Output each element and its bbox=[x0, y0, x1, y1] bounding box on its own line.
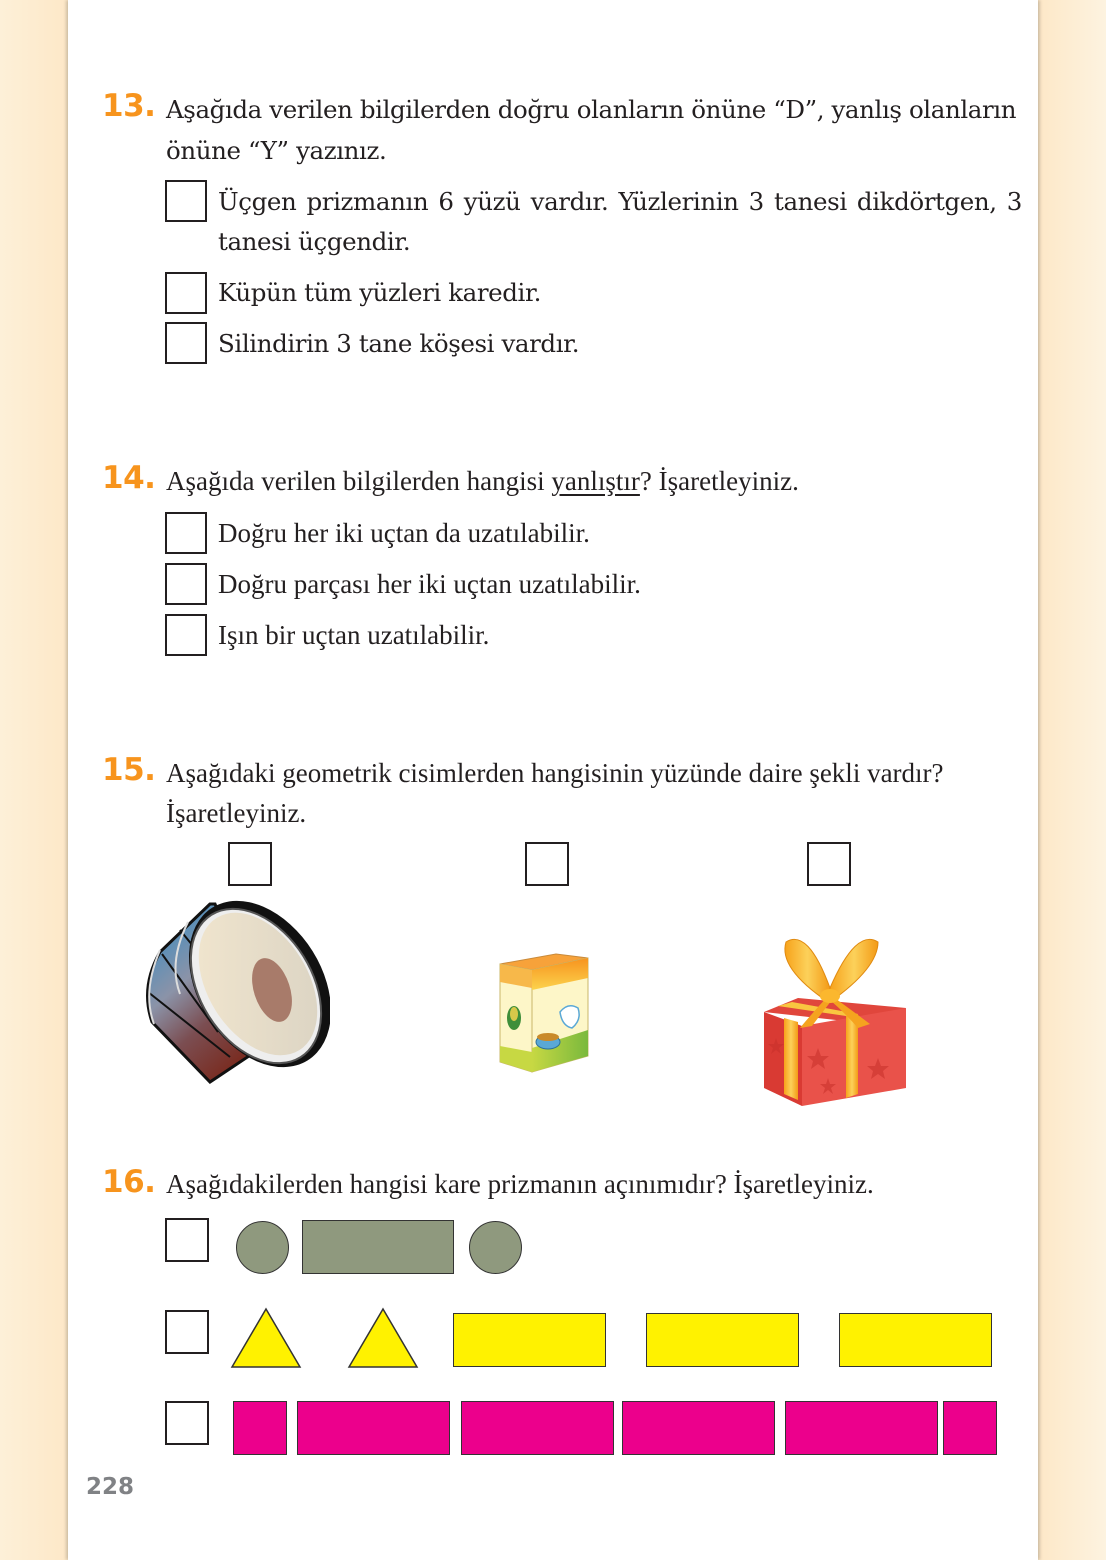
q14-option-1: Doğru her iki uçtan da uzatılabilir. bbox=[218, 518, 590, 548]
question-14-prompt bbox=[166, 461, 799, 501]
q14-answer-box-1[interactable] bbox=[165, 512, 207, 554]
net-rectangle bbox=[302, 1220, 454, 1274]
net-circle-right bbox=[469, 1221, 522, 1274]
net-triangle-2 bbox=[347, 1307, 419, 1369]
page-number: 228 bbox=[86, 1474, 135, 1500]
q13-option-1-line1: Üçgen prizmanın 6 yüzü vardır. Yüzlerinin 3 tanesi dikdörtgen, 3 bbox=[218, 187, 1022, 216]
question-15-prompt-line1: Aşağıdaki geometrik cisimlerden hangisinin yüzünde daire şekli vardır? bbox=[166, 758, 944, 788]
q14-prompt-end: ? İşaretleyiniz. bbox=[639, 466, 799, 496]
q16-answer-box-3[interactable] bbox=[165, 1401, 209, 1445]
q13-answer-box-3[interactable] bbox=[165, 322, 207, 364]
q14-answer-box-3[interactable] bbox=[165, 614, 207, 656]
question-14-number: 14. bbox=[102, 460, 156, 496]
net-rectangle-1 bbox=[453, 1313, 606, 1367]
net-rectangle-2 bbox=[461, 1401, 614, 1455]
net-rectangle-3 bbox=[622, 1401, 775, 1455]
q14-underlined-word: yanlıştır bbox=[551, 466, 640, 496]
question-16-prompt: Aşağıdakilerden hangisi kare prizmanın açınımıdır? İşaretleyiniz. bbox=[166, 1169, 874, 1199]
q14-option-3: Işın bir uçtan uzatılabilir. bbox=[218, 620, 490, 650]
question-15-number: 15. bbox=[102, 752, 156, 788]
q16-answer-box-1[interactable] bbox=[165, 1218, 209, 1262]
net-square-right bbox=[943, 1401, 997, 1455]
cereal-box-illustration bbox=[498, 952, 590, 1074]
q13-option-2: Küpün tüm yüzleri karedir. bbox=[218, 278, 542, 307]
q13-option-3: Silindirin 3 tane köşesi vardır. bbox=[218, 329, 580, 358]
net-rectangle-4 bbox=[785, 1401, 938, 1455]
q14-answer-box-2[interactable] bbox=[165, 563, 207, 605]
q15-answer-box-drum[interactable] bbox=[228, 842, 272, 886]
question-16-number: 16. bbox=[102, 1164, 156, 1200]
net-circle-left bbox=[236, 1221, 289, 1274]
question-13-prompt-line2: önüne “Y” yazınız. bbox=[166, 136, 387, 165]
question-15-prompt-line2: İşaretleyiniz. bbox=[166, 798, 307, 828]
q13-answer-box-1[interactable] bbox=[165, 180, 207, 222]
q15-answer-box-cereal[interactable] bbox=[525, 842, 569, 886]
q13-answer-box-2[interactable] bbox=[165, 272, 207, 314]
q14-option-2: Doğru parçası her iki uçtan uzatılabilir. bbox=[218, 569, 641, 599]
net-rectangle-2 bbox=[646, 1313, 799, 1367]
question-13-prompt-line1: Aşağıda verilen bilgilerden doğru olanların önüne “D”, yanlış olanların bbox=[166, 95, 1017, 124]
net-rectangle-1 bbox=[297, 1401, 450, 1455]
drum-illustration bbox=[140, 892, 330, 1088]
net-square-left bbox=[233, 1401, 287, 1455]
q13-option-1-line2: tanesi üçgendir. bbox=[218, 227, 411, 256]
q15-answer-box-gift[interactable] bbox=[807, 842, 851, 886]
gift-box-illustration bbox=[758, 928, 910, 1108]
net-triangle-1 bbox=[230, 1307, 302, 1369]
question-13-number: 13. bbox=[102, 88, 156, 124]
net-rectangle-3 bbox=[839, 1313, 992, 1367]
q14-prompt-text: Aşağıda verilen bilgilerden hangisi bbox=[166, 466, 552, 496]
q16-answer-box-2[interactable] bbox=[165, 1310, 209, 1354]
